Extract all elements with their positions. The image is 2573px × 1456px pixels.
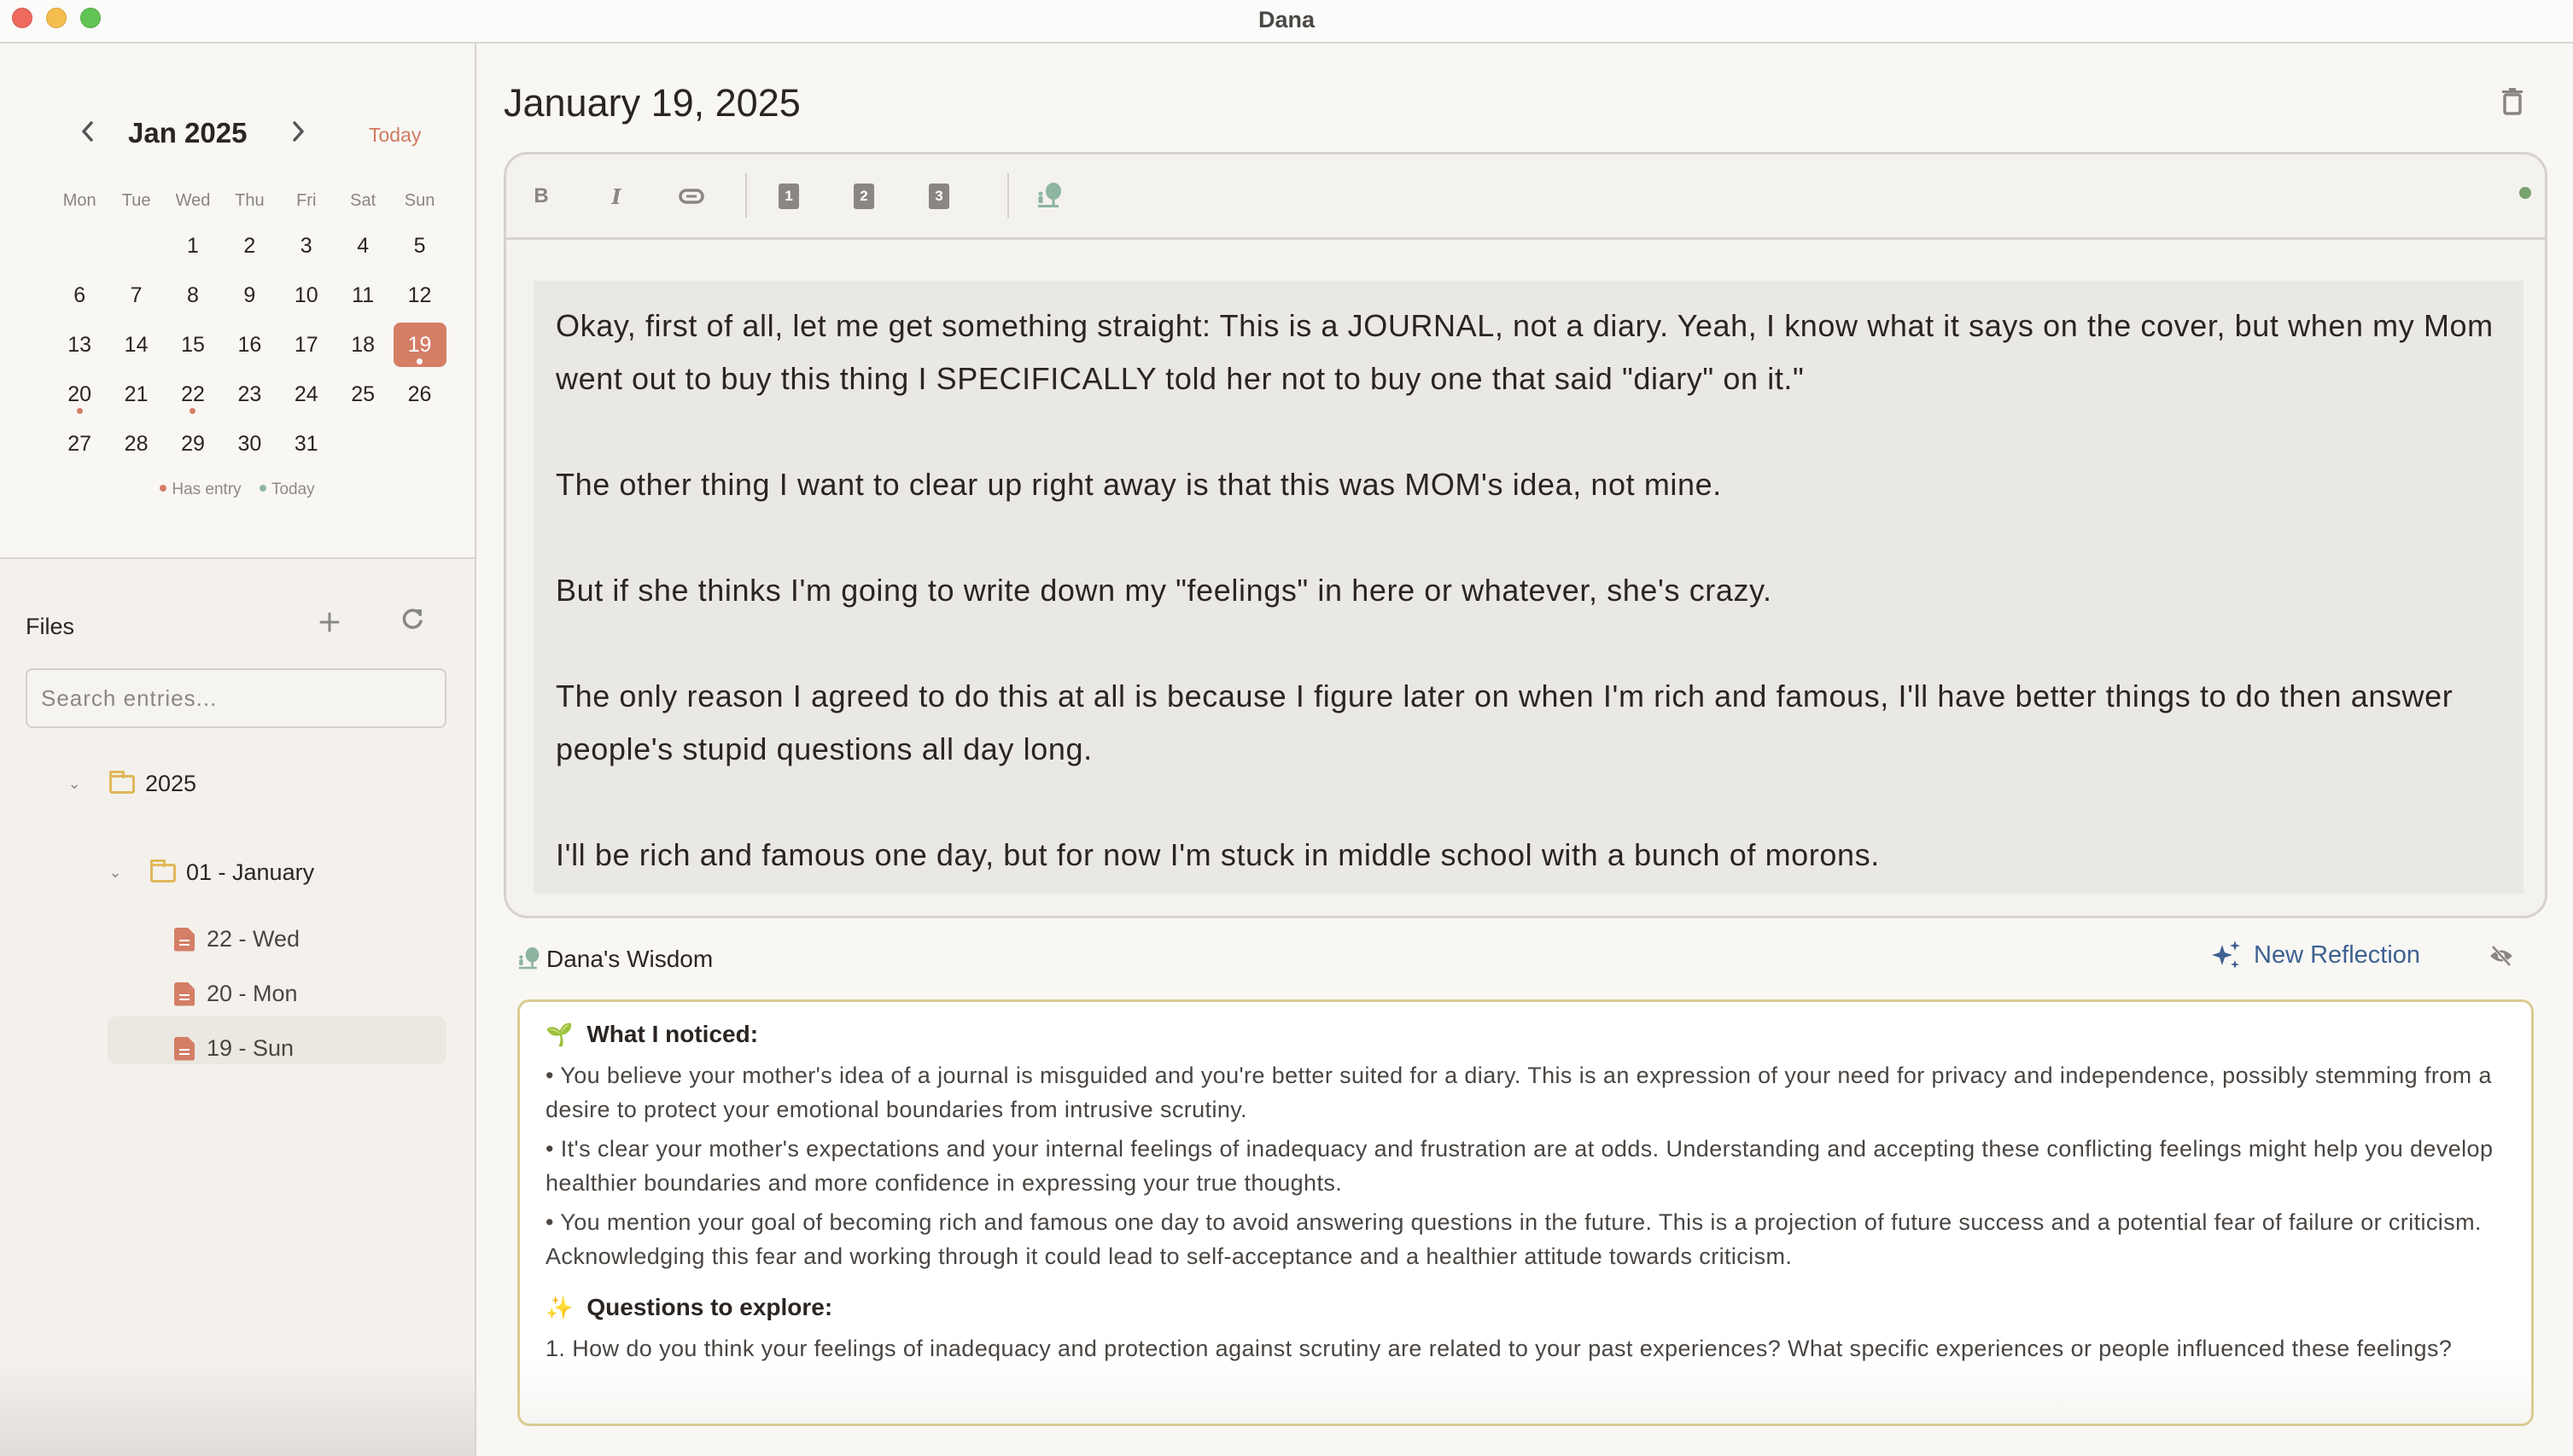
weekday-label: Tue	[121, 191, 151, 210]
calendar-day[interactable]: 11	[352, 283, 375, 307]
window-titlebar	[0, 0, 2573, 44]
chevron-right-icon	[289, 119, 306, 144]
calendar-week-row	[51, 370, 452, 419]
tree-folder-year[interactable]	[65, 771, 196, 797]
toolbar-divider	[1007, 173, 1009, 218]
wisdom-header	[517, 942, 713, 976]
heading-3-button[interactable]	[919, 177, 959, 216]
noticed-item: • It's clear your mother's expectations and your internal feelings of inadequacy and frustration are at odds. Understanding and accepting these conflicting feelings might help you develop healthier boundaries and more confidence in expressing your true thoughts.	[546, 1136, 2494, 1196]
legend-today-label: Today	[271, 480, 315, 498]
calendar-empty-cell	[51, 224, 108, 268]
calendar-day[interactable]: 1	[187, 234, 199, 258]
calendar-day[interactable]: 30	[237, 432, 262, 456]
folder-label: 2025	[145, 771, 197, 796]
trash-icon	[2501, 88, 2523, 115]
chevron-down-icon[interactable]: ⌄	[108, 864, 122, 881]
file-label: 19 - Sun	[207, 1035, 295, 1061]
italic-button[interactable]: I	[611, 183, 621, 209]
spacer	[546, 1273, 2506, 1289]
eye-off-icon	[2488, 945, 2514, 967]
delete-entry-button[interactable]	[2501, 88, 2532, 122]
file-icon	[174, 928, 195, 952]
bold-button[interactable]: B	[534, 184, 549, 207]
calendar-day[interactable]: 26	[407, 382, 432, 406]
calendar-day[interactable]: 9	[243, 283, 256, 307]
file-icon	[174, 982, 195, 1006]
calendar-day[interactable]: 17	[294, 333, 318, 357]
today-button[interactable]: Today	[369, 124, 422, 146]
calendar-day[interactable]: 5	[413, 234, 426, 258]
wisdom-card	[517, 999, 2534, 1426]
folder-label: 01 - January	[186, 859, 315, 885]
calendar-day[interactable]: 4	[357, 234, 370, 258]
entry-paragraph: The only reason I agreed to do this at all is because I figure later on when I'm rich and famous, I'll have better things to do then answer people's stupid questions all day long.	[556, 678, 2453, 766]
calendar-day[interactable]: 14	[124, 333, 149, 357]
calendar-day[interactable]: 22	[165, 372, 221, 416]
calendar-day[interactable]: 21	[124, 382, 149, 406]
chevron-left-icon	[79, 119, 96, 144]
weekday-header-row	[51, 180, 452, 221]
weekday-label: Sat	[350, 191, 376, 210]
calendar-legend	[0, 480, 475, 499]
calendar-day[interactable]: 28	[124, 432, 149, 456]
calendar-day[interactable]: 31	[294, 432, 318, 456]
legend-has-entry	[160, 480, 241, 498]
new-entry-button[interactable]	[314, 607, 345, 641]
weekday-label: Fri	[296, 191, 317, 210]
chevron-down-icon[interactable]: ⌄	[67, 775, 81, 792]
noticed-item: • You believe your mother's idea of a journal is misguided and you're better suited for a diary. This is an expression of your need for privacy and independence, possibly stemming from a desire to protect your emotional boundaries from intrusive scrutiny.	[546, 1063, 2492, 1122]
calendar-day[interactable]: 16	[237, 333, 262, 357]
h1-icon: 1	[779, 183, 799, 209]
entry-dot-icon	[160, 485, 166, 492]
link-button[interactable]	[672, 177, 711, 216]
calendar-empty-cell	[108, 224, 164, 268]
entry-paragraph: But if she thinks I'm going to write down my "feelings" in here or whatever, she's crazy.	[556, 573, 1772, 608]
folder-icon	[109, 775, 135, 794]
legend-today	[260, 480, 315, 498]
question-item: 1. How do you think your feelings of inadequacy and protection against scrutiny are related to your past experiences? What specific experiences or people influenced these feelings?	[546, 1336, 2453, 1361]
file-label: 20 - Mon	[207, 981, 298, 1006]
entry-paragraph: The other thing I want to clear up right away is that this was MOM's idea, not mine.	[556, 467, 1722, 502]
heading-1-button[interactable]	[769, 177, 808, 216]
calendar-weeks	[51, 221, 452, 469]
sparkle-icon: ✨	[546, 1294, 574, 1320]
calendar-day[interactable]: 29	[181, 432, 205, 456]
calendar-day[interactable]: 3	[300, 234, 312, 258]
calendar-week-row	[51, 419, 452, 469]
calendar-day[interactable]: 12	[407, 283, 432, 307]
calendar-day[interactable]: 2	[243, 234, 256, 258]
search-input[interactable]	[26, 668, 446, 728]
entry-paragraph: Okay, first of all, let me get something straight: This is a JOURNAL, not a diary. Yeah, I know what it says on the cover, but when my Mom went out to buy this thing I SPECIFICALLY told her not to buy one that said "diary" on it."	[556, 308, 2494, 396]
wisdom-title: Dana's Wisdom	[546, 946, 714, 972]
refresh-button[interactable]	[398, 607, 429, 641]
folder-icon	[150, 864, 176, 882]
noticed-title: What I noticed:	[586, 1021, 759, 1047]
calendar-day[interactable]: 18	[351, 333, 376, 357]
files-title: Files	[26, 614, 75, 639]
calendar-day[interactable]: 27	[67, 432, 92, 456]
entry-dot-icon	[417, 358, 423, 364]
new-reflection-label: New Reflection	[2254, 941, 2421, 969]
calendar-nav	[0, 114, 475, 156]
calendar-day[interactable]: 23	[237, 382, 262, 406]
new-reflection-button[interactable]	[2211, 940, 2420, 970]
legend-has-entry-label: Has entry	[172, 480, 242, 498]
calendar-day[interactable]: 13	[67, 333, 92, 357]
calendar-day[interactable]: 10	[294, 283, 318, 307]
weekday-label: Thu	[235, 191, 265, 210]
file-icon	[174, 1037, 195, 1061]
calendar-day[interactable]: 7	[130, 283, 143, 307]
entry-paragraph: I'll be rich and famous one day, but for now I'm stuck in middle school with a bunch of morons.	[556, 837, 1880, 872]
heading-2-button[interactable]	[844, 177, 884, 216]
link-icon	[679, 188, 704, 205]
reflect-button[interactable]	[1030, 177, 1070, 216]
calendar-month-label: Jan 2025	[128, 117, 248, 149]
h2-icon: 2	[854, 183, 874, 209]
calendar-day[interactable]: 25	[351, 382, 376, 406]
tree-file-entry-selected[interactable]	[174, 1035, 294, 1062]
tree-person-icon	[517, 946, 541, 972]
questions-heading	[546, 1289, 2506, 1326]
toolbar-divider	[745, 173, 747, 218]
weekday-label: Wed	[175, 191, 211, 210]
main-content	[478, 44, 2573, 1456]
previous-month-button[interactable]	[75, 119, 101, 149]
sidebar	[0, 44, 476, 1456]
calendar-grid	[51, 180, 452, 469]
window-title: Dana	[1257, 7, 1316, 32]
hide-wisdom-button[interactable]	[2488, 945, 2518, 974]
editor-toolbar	[506, 154, 2545, 240]
noticed-heading	[546, 1016, 2506, 1053]
calendar-day[interactable]: 6	[73, 283, 86, 307]
refresh-icon	[401, 607, 425, 631]
questions-title: Questions to explore:	[586, 1294, 833, 1320]
sparkles-icon	[2211, 940, 2242, 970]
weekday-label: Sun	[404, 191, 435, 210]
plus-icon	[318, 611, 341, 633]
tree-file-entry[interactable]	[174, 926, 300, 952]
journal-editor	[504, 152, 2547, 918]
calendar-day[interactable]: 24	[294, 382, 318, 406]
next-month-button[interactable]	[285, 119, 311, 149]
calendar-day[interactable]: 8	[187, 283, 199, 307]
calendar	[0, 44, 475, 559]
calendar-empty-cell	[335, 422, 391, 466]
weekday-label: Mon	[62, 191, 96, 210]
calendar-day-selected[interactable]: 19	[394, 323, 446, 367]
noticed-item: • You mention your goal of becoming rich and famous one day to avoid answering questions in the future. This is a projection of future success and a potential fear of failure or criticism. Acknowledging this fear and working through it could lead to self-acceptance and a healthier attitude towards criticism.	[546, 1209, 2482, 1269]
seedling-icon: 🌱	[546, 1021, 574, 1047]
entry-dot-icon	[77, 408, 83, 414]
journal-text-area[interactable]	[534, 281, 2523, 894]
tree-person-icon	[1036, 182, 1064, 211]
file-label: 22 - Wed	[207, 926, 300, 952]
calendar-empty-cell	[391, 422, 447, 466]
files-panel	[0, 559, 475, 1456]
calendar-week-row	[51, 221, 452, 271]
today-dot-icon	[260, 485, 266, 492]
entry-dot-icon	[190, 408, 195, 414]
calendar-week-row	[51, 271, 452, 320]
h3-icon: 3	[929, 183, 949, 209]
calendar-day[interactable]: 20	[51, 372, 108, 416]
tree-file-entry[interactable]	[174, 981, 298, 1007]
calendar-week-row	[51, 320, 452, 370]
page-title: January 19, 2025	[504, 81, 801, 125]
saved-status-indicator	[2519, 187, 2531, 199]
calendar-day[interactable]: 15	[181, 333, 205, 357]
tree-folder-month[interactable]	[106, 859, 314, 886]
